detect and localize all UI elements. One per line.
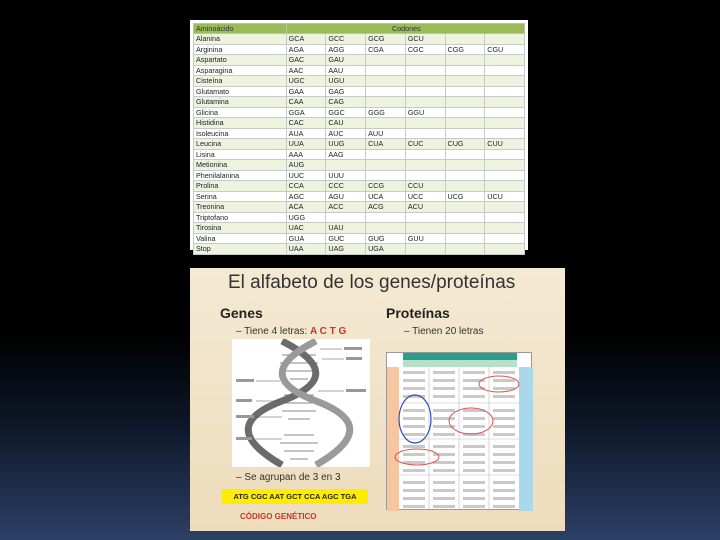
codon-cell	[445, 233, 485, 244]
codon-cell: UAG	[326, 244, 366, 255]
codon-cell	[366, 118, 406, 129]
aminoacid-cell: Valina	[194, 233, 287, 244]
codon-cell: CCC	[326, 181, 366, 192]
codon-cell: GUU	[405, 233, 445, 244]
codon-cell: ACC	[326, 202, 366, 213]
codon-cell	[485, 244, 525, 255]
codon-cell: CCU	[405, 181, 445, 192]
dna-helix-figure	[232, 339, 370, 467]
codon-cell: CAA	[286, 97, 326, 108]
codon-cell: GGU	[405, 107, 445, 118]
aminoacid-cell: Cisteína	[194, 76, 287, 87]
codon-cell: UGC	[286, 76, 326, 87]
aminoacid-cell: Histidina	[194, 118, 287, 129]
aminoacid-cell: Phenilalanina	[194, 170, 287, 181]
codon-cell: GGC	[326, 107, 366, 118]
codon-cell	[445, 128, 485, 139]
codon-cell	[405, 86, 445, 97]
codon-cell	[366, 149, 406, 160]
codon-cell	[445, 118, 485, 129]
codon-cell	[405, 76, 445, 87]
codon-table-row	[194, 170, 525, 181]
codon-cell	[485, 223, 525, 234]
codon-cell: AGU	[326, 191, 366, 202]
codon-table-row	[194, 202, 525, 213]
codon-table-row	[194, 233, 525, 244]
proteins-letters-bullet: – Tienen 20 letras	[404, 326, 484, 337]
dna-sequence-box: ATG CGC AAT GCT CCA AGC TGA	[222, 489, 368, 504]
codon-cell: UUG	[326, 139, 366, 150]
codon-cell	[485, 55, 525, 66]
header-codons: Codones	[286, 24, 524, 34]
codon-cell	[326, 212, 366, 223]
codon-cell	[445, 202, 485, 213]
codon-table-row	[194, 212, 525, 223]
codon-cell: AGA	[286, 44, 326, 55]
codon-cell	[445, 212, 485, 223]
codon-table-row	[194, 223, 525, 234]
codon-cell	[405, 160, 445, 171]
codon-cell: UUU	[326, 170, 366, 181]
codon-cell	[485, 128, 525, 139]
codon-cell: GUG	[366, 233, 406, 244]
codon-cell	[445, 34, 485, 45]
codon-cell	[485, 86, 525, 97]
codon-cell	[405, 212, 445, 223]
codon-cell: CGU	[485, 44, 525, 55]
codon-cell: UUA	[286, 139, 326, 150]
codon-cell	[445, 97, 485, 108]
codon-cell: UGA	[366, 244, 406, 255]
codon-cell	[366, 65, 406, 76]
codon-table-row	[194, 34, 525, 45]
codon-cell	[366, 223, 406, 234]
codon-cell	[485, 97, 525, 108]
codon-cell: CAU	[326, 118, 366, 129]
codon-cell: GUC	[326, 233, 366, 244]
codon-cell	[366, 76, 406, 87]
codon-table-row	[194, 107, 525, 118]
codon-cell: AAA	[286, 149, 326, 160]
codon-cell	[405, 118, 445, 129]
codon-cell: AUG	[286, 160, 326, 171]
codon-cell: CAG	[326, 97, 366, 108]
genetic-code-chart-icon	[387, 353, 533, 511]
codon-table-slide	[190, 20, 528, 254]
aminoacid-cell: Glicina	[194, 107, 287, 118]
aminoacid-cell: Stop	[194, 244, 287, 255]
codon-table-row	[194, 65, 525, 76]
genes-bullet-text: – Tiene 4 letras:	[236, 326, 310, 337]
codon-cell	[445, 107, 485, 118]
codon-cell: UGU	[326, 76, 366, 87]
codon-table-row	[194, 76, 525, 87]
grouping-bullet: – Se agrupan de 3 en 3	[236, 472, 341, 483]
codon-cell	[445, 223, 485, 234]
codon-cell	[445, 244, 485, 255]
codon-cell: UCU	[485, 191, 525, 202]
codon-cell	[485, 76, 525, 87]
codon-cell	[405, 170, 445, 181]
codon-cell: GCC	[326, 34, 366, 45]
codon-cell	[485, 107, 525, 118]
codon-table-row	[194, 244, 525, 255]
codon-cell: GUA	[286, 233, 326, 244]
codon-cell: UCG	[445, 191, 485, 202]
aminoacid-cell: Prolina	[194, 181, 287, 192]
codon-table-header	[194, 24, 525, 34]
codon-cell: UGG	[286, 212, 326, 223]
codon-cell: GAG	[326, 86, 366, 97]
codon-cell	[445, 170, 485, 181]
codon-cell	[485, 149, 525, 160]
aminoacid-cell: Leucina	[194, 139, 287, 150]
codon-cell	[326, 160, 366, 171]
codon-cell: GCG	[366, 34, 406, 45]
codon-table-row	[194, 55, 525, 66]
codon-table-row	[194, 191, 525, 202]
codon-cell	[445, 160, 485, 171]
codon-cell: ACG	[366, 202, 406, 213]
codon-cell	[445, 149, 485, 160]
proteins-heading: Proteínas	[386, 305, 450, 321]
aminoacid-cell: Triptofano	[194, 212, 287, 223]
aminoacid-cell: Lisina	[194, 149, 287, 160]
codon-table-row	[194, 118, 525, 129]
codon-cell	[445, 76, 485, 87]
codon-cell: AUU	[366, 128, 406, 139]
codon-cell: GGA	[286, 107, 326, 118]
codon-table-row	[194, 139, 525, 150]
aminoacid-cell: Arginina	[194, 44, 287, 55]
aminoacid-cell: Metionina	[194, 160, 287, 171]
codon-table-row	[194, 97, 525, 108]
codon-cell	[485, 34, 525, 45]
codon-cell	[366, 86, 406, 97]
dna-helix-icon	[232, 339, 370, 467]
codon-cell	[366, 170, 406, 181]
codon-cell: CGA	[366, 44, 406, 55]
codon-table	[193, 23, 525, 255]
codon-cell: CUG	[445, 139, 485, 150]
alphabet-slide	[190, 268, 565, 531]
codon-cell	[485, 160, 525, 171]
codon-cell: CUC	[405, 139, 445, 150]
codon-cell: UCC	[405, 191, 445, 202]
codon-table-row	[194, 128, 525, 139]
slide-title: El alfabeto de los genes/proteínas	[228, 272, 516, 293]
codon-cell	[405, 244, 445, 255]
aminoacid-cell: Asparagina	[194, 65, 287, 76]
codon-cell: AGG	[326, 44, 366, 55]
genes-heading: Genes	[220, 305, 263, 321]
codon-cell	[485, 118, 525, 129]
codon-cell: ACU	[405, 202, 445, 213]
codon-cell	[485, 65, 525, 76]
codon-cell	[366, 160, 406, 171]
codon-table-row	[194, 160, 525, 171]
codon-cell	[485, 170, 525, 181]
codon-cell	[445, 65, 485, 76]
codon-table-row	[194, 86, 525, 97]
codon-table-row	[194, 44, 525, 55]
codon-cell	[485, 233, 525, 244]
aminoacid-cell: Treonina	[194, 202, 287, 213]
codon-cell	[366, 212, 406, 223]
codon-cell: UAU	[326, 223, 366, 234]
genetic-code-label: CÓDIGO GENÉTICO	[240, 512, 317, 521]
codon-cell: AUC	[326, 128, 366, 139]
codon-cell: GCA	[286, 34, 326, 45]
codon-cell: AAG	[326, 149, 366, 160]
genes-letters-bullet	[236, 326, 346, 337]
codon-cell: UAC	[286, 223, 326, 234]
codon-table-row	[194, 149, 525, 160]
codon-cell: CGG	[445, 44, 485, 55]
codon-cell: CGC	[405, 44, 445, 55]
codon-cell: AUA	[286, 128, 326, 139]
codon-cell: CCG	[366, 181, 406, 192]
codon-cell	[445, 86, 485, 97]
codon-cell: UUC	[286, 170, 326, 181]
codon-cell: AAC	[286, 65, 326, 76]
codon-cell: AGC	[286, 191, 326, 202]
aminoacid-cell: Glutamina	[194, 97, 287, 108]
codon-cell: CUU	[485, 139, 525, 150]
codon-cell	[405, 223, 445, 234]
codon-cell: CUA	[366, 139, 406, 150]
codon-cell	[405, 97, 445, 108]
aminoacid-cell: Isoleucina	[194, 128, 287, 139]
codon-cell: GAU	[326, 55, 366, 66]
codon-cell: GAA	[286, 86, 326, 97]
codon-cell	[405, 128, 445, 139]
codon-cell: GGG	[366, 107, 406, 118]
codon-cell	[445, 55, 485, 66]
header-aminoacid: Aminoácido	[194, 24, 287, 34]
codon-cell: ACA	[286, 202, 326, 213]
codon-cell	[445, 181, 485, 192]
aminoacid-cell: Serina	[194, 191, 287, 202]
codon-cell: UCA	[366, 191, 406, 202]
codon-cell: AAU	[326, 65, 366, 76]
codon-table-row	[194, 181, 525, 192]
codon-cell: CCA	[286, 181, 326, 192]
codon-cell	[405, 55, 445, 66]
aminoacid-cell: Alanina	[194, 34, 287, 45]
genetic-code-table-figure	[386, 352, 532, 510]
codon-cell	[366, 97, 406, 108]
codon-cell: UAA	[286, 244, 326, 255]
aminoacid-cell: Tirosina	[194, 223, 287, 234]
codon-cell	[405, 149, 445, 160]
codon-cell	[485, 202, 525, 213]
codon-cell	[485, 212, 525, 223]
codon-cell	[485, 181, 525, 192]
codon-cell: GAC	[286, 55, 326, 66]
codon-cell	[366, 55, 406, 66]
dna-letters: A C T G	[309, 326, 347, 337]
codon-cell: GCU	[405, 34, 445, 45]
aminoacid-cell: Aspartato	[194, 55, 287, 66]
codon-cell	[405, 65, 445, 76]
codon-cell: CAC	[286, 118, 326, 129]
aminoacid-cell: Glutamato	[194, 86, 287, 97]
